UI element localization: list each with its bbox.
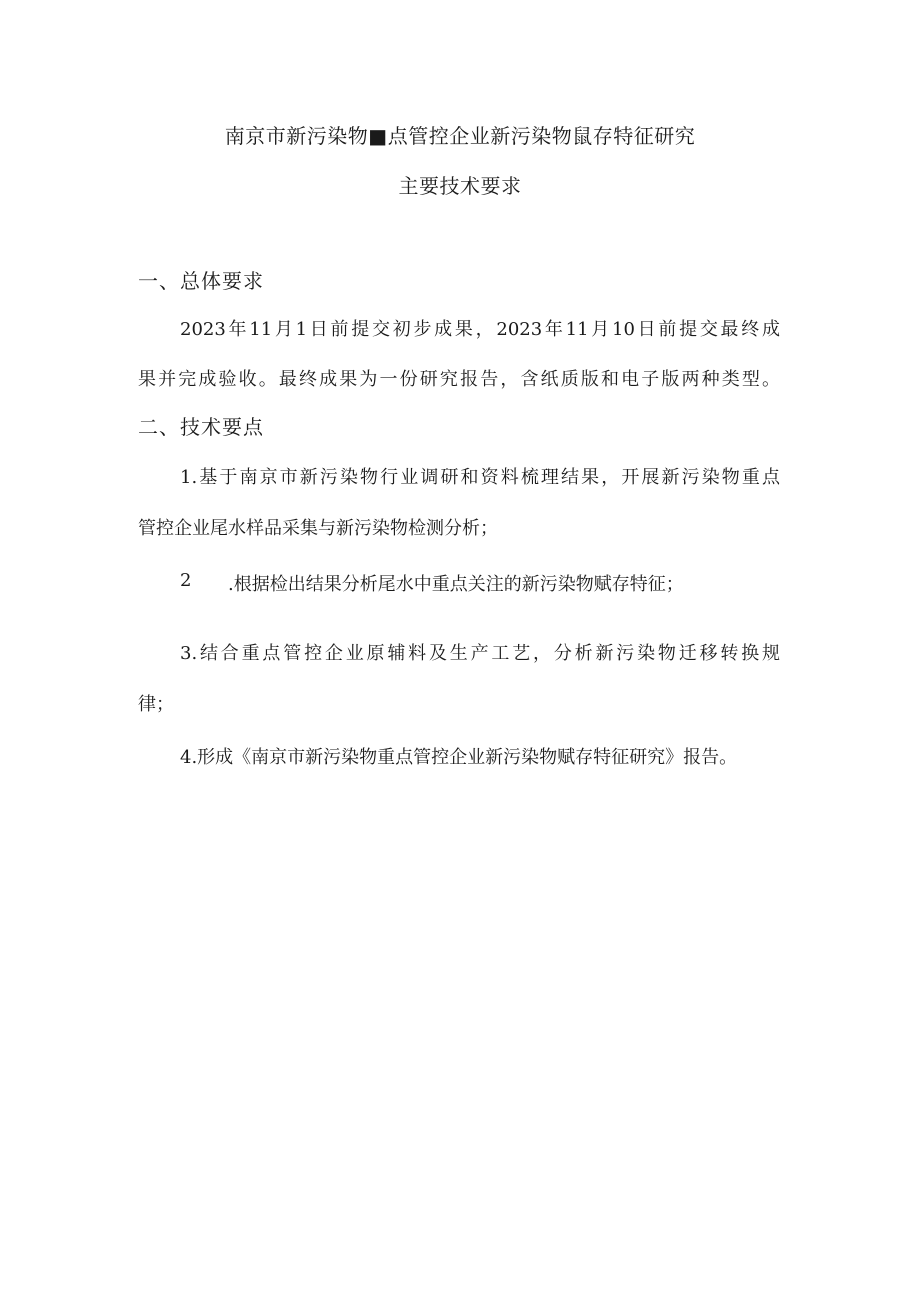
section1-paragraph-line1: 2023年11月1日前提交初步成果，2023年11月10日前提交最终成 <box>180 319 780 340</box>
item1-line1: 1.基于南京市新污染物行业调研和资料梳理结果，开展新污染物重点 <box>180 467 780 488</box>
item1-line2: 管控企业尾水样品采集与新污染物检测分析； <box>138 518 498 539</box>
document-title-line1: 南京市新污染物■点管控企业新污染物鼠存特征研究 <box>224 124 696 148</box>
section1-heading: 一、总体要求 <box>138 269 264 293</box>
section1-paragraph-line2: 果并完成验收。最终成果为一份研究报告，含纸质版和电子版两种类型。 <box>138 369 780 390</box>
document-title-line2: 主要技术要求 <box>398 174 522 198</box>
item3-line2: 律； <box>138 694 174 715</box>
item2-text: .根据检出结果分析尾水中重点关注的新污染物赋存特征； <box>228 574 684 595</box>
item4-line: 4.形成《南京市新污染物重点管控企业新污染物赋存特征研究》报告。 <box>180 747 738 768</box>
section2-heading: 二、技术要点 <box>138 415 264 439</box>
item3-line1: 3.结合重点管控企业原辅料及生产工艺，分析新污染物迁移转换规 <box>180 643 780 664</box>
item2-number: 2 <box>180 570 192 591</box>
